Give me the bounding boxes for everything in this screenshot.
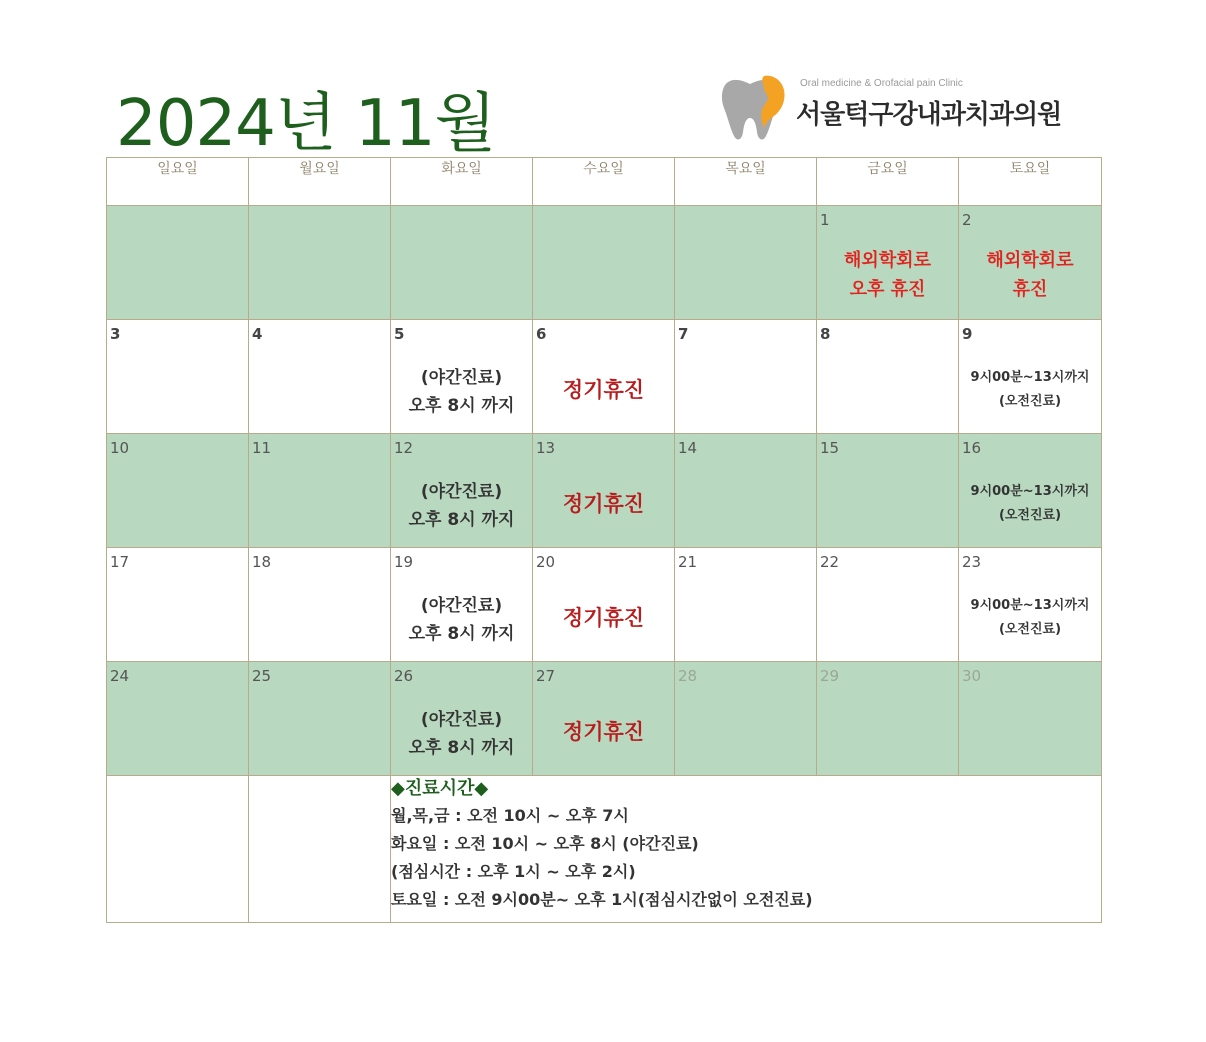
day-number: 9 [962,325,973,343]
day-cell-15 [817,434,959,548]
day-cell-3 [107,320,249,434]
day-number: 1 [820,211,830,229]
day-cell-5 [391,320,533,434]
clinic-name: 서울턱구강내과치과의원 [796,100,1062,130]
day-cell-6 [533,320,675,434]
day-cell-13 [533,434,675,548]
day-cell-10 [107,434,249,548]
logo-subtitle: Oral medicine & Orofacial pain Clinic [800,78,963,89]
day-cell-17 [107,548,249,662]
day-number: 2 [962,211,972,229]
day-cell-empty [675,206,817,320]
day-cell-2 [959,206,1102,320]
calendar-grid [106,157,1102,923]
hours-line-tuesday: 화요일 : 오전 10시 ~ 오후 8시 (야간진료) [391,834,699,853]
day-number: 8 [820,325,831,343]
day-cell-empty [249,206,391,320]
clinic-hours-title: ◆진료시간◆ [391,778,489,799]
weekday-mon: 월요일 [249,158,391,206]
day-cell-19 [391,548,533,662]
night-clinic-note: (야간진료) 오후 8시 까지 [408,368,515,416]
day-number: 10 [110,439,130,457]
day-cell-30 [959,662,1102,776]
weekday-sun: 일요일 [107,158,249,206]
day-cell-8 [817,320,959,434]
clinic-hours-row [107,776,1102,923]
day-number: 18 [252,553,272,571]
day-cell-16 [959,434,1102,548]
saturday-hours-note: 9시00분~13시까지 (오전진료) [970,370,1090,409]
day-cell-empty [533,206,675,320]
day-cell-11 [249,434,391,548]
saturday-hours-note: 9시00분~13시까지 (오전진료) [970,484,1090,523]
weekday-sat: 토요일 [959,158,1102,206]
day-number: 26 [394,667,414,685]
clinic-logo [720,72,1100,144]
day-cell-empty [391,206,533,320]
day-cell-9 [959,320,1102,434]
week-row-5 [107,662,1102,776]
day-number: 11 [252,439,272,457]
weekday-tue: 화요일 [391,158,533,206]
day-number: 14 [678,439,698,457]
day-number: 30 [962,667,982,685]
day-cell-26 [391,662,533,776]
day-cell-28 [675,662,817,776]
day-cell-27 [533,662,675,776]
regular-closure-note: 정기휴진 [562,492,645,516]
day-cell-24 [107,662,249,776]
weekday-thu: 목요일 [675,158,817,206]
day-cell-4 [249,320,391,434]
day-cell-22 [817,548,959,662]
day-cell-23 [959,548,1102,662]
day-cell-14 [675,434,817,548]
day-number: 23 [962,553,982,571]
day-number: 7 [678,325,689,343]
tooth-logo-icon [720,72,790,144]
day-cell-20 [533,548,675,662]
day-number: 13 [536,439,556,457]
day-cell-21 [675,548,817,662]
day-cell-7 [675,320,817,434]
weekday-fri: 금요일 [817,158,959,206]
day-number: 29 [820,667,840,685]
weekday-wed: 수요일 [533,158,675,206]
regular-closure-note: 정기휴진 [562,378,645,402]
week-row-2 [107,320,1102,434]
night-clinic-note: (야간진료) 오후 8시 까지 [408,710,515,758]
day-number: 19 [394,553,414,571]
overseas-conference-note: 해외학회로 오후 휴진 [844,250,931,300]
hours-line-mon-thu-fri: 월,목,금 : 오전 10시 ~ 오후 7시 [391,806,629,825]
day-number: 4 [252,325,263,343]
overseas-conference-note: 해외학회로 휴진 [986,250,1074,300]
week-row-1 [107,206,1102,320]
hours-line-lunch: (점심시간 : 오후 1시 ~ 오후 2시) [391,862,636,881]
day-cell-1 [817,206,959,320]
hours-line-saturday: 토요일 : 오전 9시00분~ 오후 1시(점심시간없이 오전진료) [391,890,813,909]
day-number: 20 [536,553,556,571]
day-cell-18 [249,548,391,662]
day-number: 24 [110,667,130,685]
day-number: 27 [536,667,556,685]
empty-cell [249,776,391,923]
night-clinic-note: (야간진료) 오후 8시 까지 [408,596,515,644]
regular-closure-note: 정기휴진 [562,720,645,744]
day-number: 17 [110,553,130,571]
day-number: 15 [820,439,840,457]
day-number: 16 [962,439,982,457]
regular-closure-note: 정기휴진 [562,606,645,630]
day-cell-29 [817,662,959,776]
day-number: 21 [678,553,698,571]
weekday-header-row [107,158,1102,206]
week-row-3 [107,434,1102,548]
day-number: 6 [536,325,547,343]
night-clinic-note: (야간진료) 오후 8시 까지 [408,482,515,530]
saturday-hours-note: 9시00분~13시까지 (오전진료) [970,598,1090,637]
day-cell-25 [249,662,391,776]
day-number: 25 [252,667,272,685]
day-number: 22 [820,553,840,571]
day-number: 28 [678,667,698,685]
day-number: 12 [394,439,414,457]
day-cell-empty [107,206,249,320]
day-cell-12 [391,434,533,548]
day-number: 5 [394,325,405,343]
week-row-4 [107,548,1102,662]
calendar-title: 2024년 11월 [116,87,496,161]
empty-cell [107,776,249,923]
day-number: 3 [110,325,121,343]
clinic-hours-block [391,776,1102,923]
